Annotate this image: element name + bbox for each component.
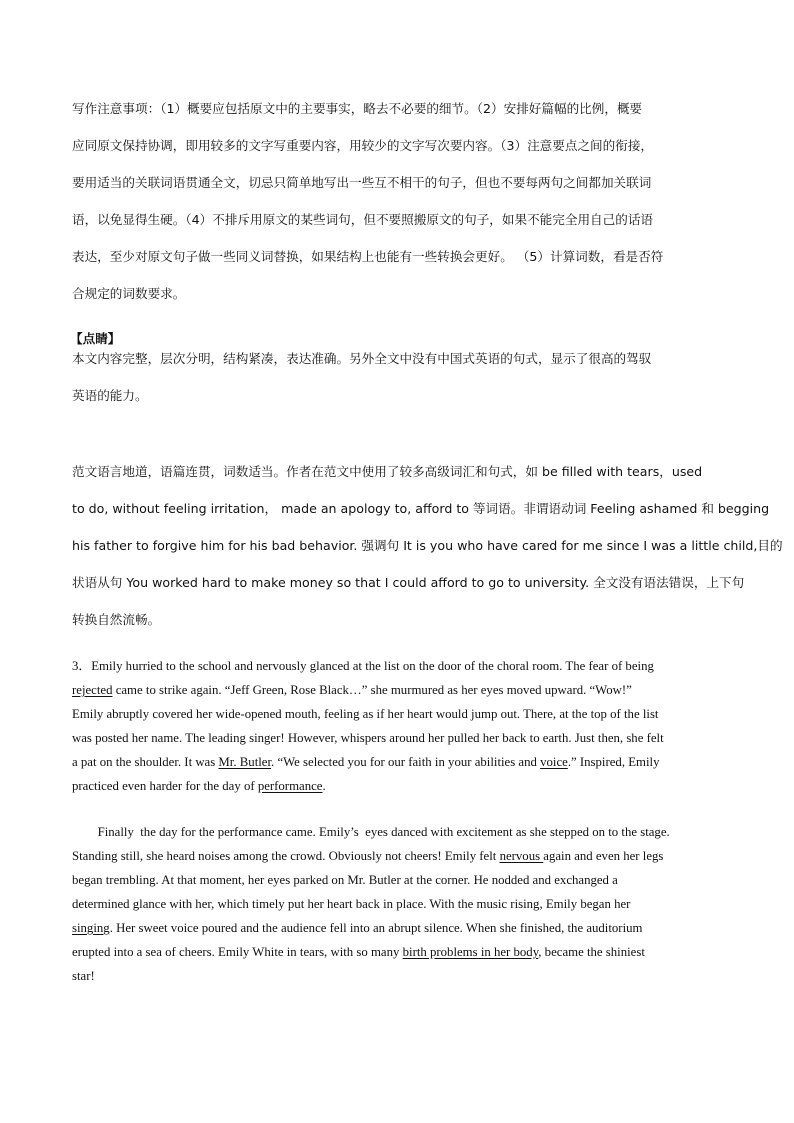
- underlined-word: birth problems in her body: [402, 945, 539, 959]
- text-line: 转换自然流畅。: [72, 612, 161, 627]
- text-line: 表达，至少对原文句子做一些同义词替换，如果结构上也能有一些转换会更好。 （5）计算词数，看是否符: [72, 249, 664, 264]
- text-line: Standing still, she heard noises among the crowd. Obviously not cheers! Emily felt nervous again and even her legs: [72, 849, 664, 863]
- text-line: practiced even harder for the day of performance.: [72, 779, 326, 793]
- text-line: 范文语言地道，语篇连贯，词数适当。作者在范文中使用了较多高级词汇和句式，如 be filled with tears，used: [72, 464, 703, 479]
- text-line: 本文内容完整，层次分明，结构紧凑，表达准确。另外全文中没有中国式英语的句式，显示了很高的驾驭: [72, 351, 652, 366]
- text-line: 语，以免显得生硬。（4）不排斥用原文的某些词句，但不要照搬原文的句子，如果不能完全用自己的话语: [72, 212, 654, 227]
- question-3-paragraph-1: [72, 654, 732, 798]
- text-line: 应同原文保持协调，即用较多的文字写重要内容，用较少的文字写次要内容。（3）注意要点之间的衔接，: [72, 138, 654, 153]
- text-line: singing. Her sweet voice poured and the audience fell into an abrupt silence. When she finished, the auditorium: [72, 921, 643, 935]
- underlined-word: voice: [540, 755, 568, 769]
- text-line: his father to forgive him for his bad behavior. 强调句 It is you who have cared for me since I was a little child,目的: [72, 538, 783, 553]
- underlined-word: performance: [257, 779, 323, 793]
- text-line: 英语的能力。: [72, 388, 148, 403]
- text-line: to do, without feeling irritation， made an apology to, afford to 等词语。非谓语动词 Feeling ashamed 和 begging: [72, 501, 770, 516]
- text-line: erupted into a sea of cheers. Emily White in tears, with so many birth problems in her body, became the shiniest: [72, 945, 645, 959]
- text-line: a pat on the shoulder. It was Mr. Butler. “We selected you for our faith in your abilities and voice.” Inspired, Emily: [72, 755, 660, 769]
- text-line: was posted her name. The leading singer! However, whispers around her pulled her back to earth. Just then, she felt: [72, 731, 664, 745]
- text-line: rejected came to strike again. “Jeff Green, Rose Black…” she murmured as her eyes moved upward. “Wow!”: [72, 683, 632, 697]
- underlined-word: rejected: [72, 683, 113, 697]
- dianjing-paragraph-1: [72, 340, 734, 414]
- underlined-word: Mr. Butler: [218, 755, 272, 769]
- text-line: began trembling. At that moment, her eyes parked on Mr. Butler at the corner. He nodded and exchanged a: [72, 873, 618, 887]
- text-line: 3．Emily hurried to the school and nervously glanced at the list on the door of the choral room. The fear of being: [72, 659, 654, 673]
- underlined-word: nervous: [499, 849, 544, 863]
- text-line: star!: [72, 969, 95, 983]
- question-3-paragraph-2: [72, 820, 732, 988]
- text-line: 要用适当的关联词语贯通全文，切忌只简单地写出一些互不相干的句子，但也不要每两句之间都加关联词: [72, 175, 652, 190]
- underlined-word: singing: [72, 921, 110, 935]
- dianjing-paragraph-2: [72, 453, 783, 638]
- section-heading: 【点睛】: [70, 331, 121, 346]
- text-line: 写作注意事项：（1）概要应包括原文中的主要事实，略去不必要的细节。（2）安排好篇幅的比例，概要: [72, 101, 643, 116]
- text-line: Emily abruptly covered her wide-opened mouth, feeling as if her heart would jump out. There, at the top of the list: [72, 707, 659, 721]
- text-line: determined glance with her, which timely put her heart back in place. With the music rising, Emily began her: [72, 897, 631, 911]
- text-line: Finally the day for the performance came. Emily’s eyes danced with excitement as she stepped on to the stage.: [72, 825, 670, 839]
- text-line: 状语从句 You worked hard to make money so that I could afford to go to university. 全文没有语法错误，上下句: [72, 575, 745, 590]
- text-line: 合规定的词数要求。: [72, 286, 186, 301]
- writing-notes-paragraph: [72, 90, 734, 312]
